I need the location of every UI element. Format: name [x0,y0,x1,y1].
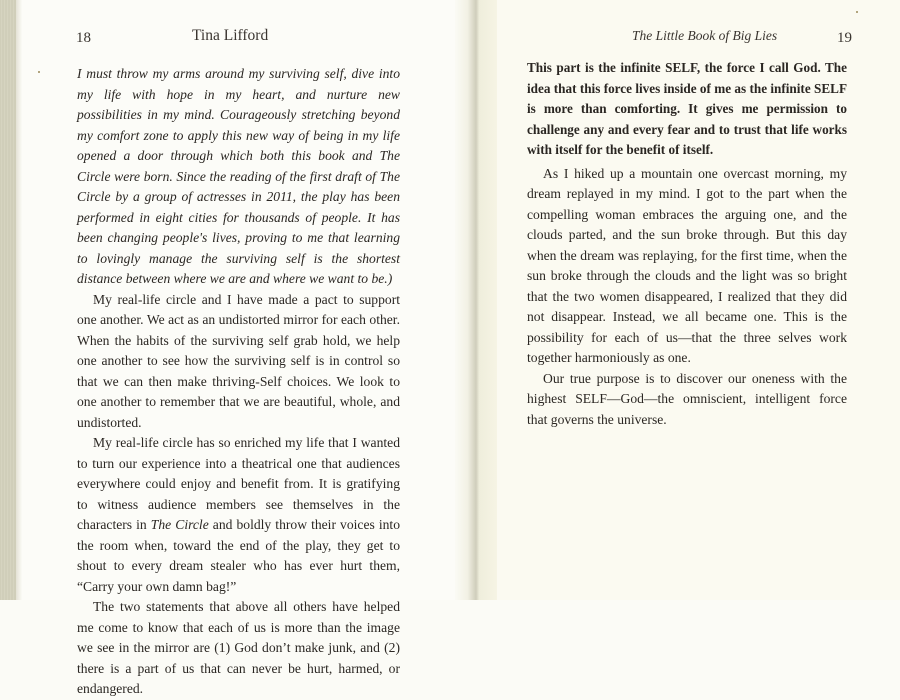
paragraph-text: and boldly throw their voices into the room when, toward the end of the play, they get to shout to every dream stealer who has ever hurt them, “Carry your own damn bag!” [77,517,400,594]
right-running-head: The Little Book of Big Lies [632,28,778,43]
left-page-body [77,64,400,700]
paper-speck [856,11,858,13]
paragraph-italic: I must throw my arms around my surviving self, dive into my life with hope in my heart, and nurture new possibilities in my mind. Courageously stretching beyond my comfort zone to apply this new way of being in my life opened a door through which both this book and The Circle were born. Since the reading of the first draft of The Circle by a group of actresses in 2011, the play has been performed in eight cities for thousands of people. It has been changing people's lives, proving to me that learning to lovingly manage the surviving self is the shortest distance between where we are and where we want to be.) [77,66,400,286]
left-page-number: 18 [76,30,91,46]
paragraph [77,433,400,597]
paper-speck [38,71,40,73]
paragraph: Our true purpose is to discover our oneness with the highest SELF—God—the omniscient, intelligent force that governs the universe. [527,370,847,427]
page-edges [0,0,16,600]
paragraph: As I hiked up a mountain one overcast morning, my dream replayed in my mind. I got to the part when the compelling woman embraces the arguing one, and the clouds parted, and the sun broke through. But this day when the dream was replaying, for the first time, when the sun broke through the clouds and the light was so bright that the two women disappeared, I realized that they did not disappear. Instead, we all became one. This is the possibility for each of us—that the three selves work together harmoniously as one. [527,165,847,365]
paragraph-text: My real-life circle has so enriched my life that I wanted to turn our experience into a theatrical one that audiences everywhere could enjoy and benefit from. It is gratifying to witness audience members see themselves in the characters in [77,435,400,532]
right-page-number: 19 [837,30,852,46]
paragraph: The two statements that above all others have helped me come to know that each of us is more than the image we see in the mirror are (1) God don’t make junk, and (2) there is a part of us that can never be hurt, harmed, or endangered. [77,599,400,696]
book-title: The Circle [150,517,209,532]
right-page-body [527,58,847,430]
paragraph: My real-life circle and I have made a pact to support one another. We act as an undistorted mirror for each other. When the habits of the surviving self grab hold, we help one another to see how the surviving self is in control so that we can then make thriving-Self choices. We look to one another to remember that we are beautiful, whole, and undistorted. [77,291,400,430]
left-running-head: Tina Lifford [192,27,269,44]
book-gutter [455,0,497,600]
paragraph-bold: This part is the infinite SELF, the force I call God. The idea that this force lives inside of me as the infinite SELF is more than comforting. It gives me permission to challenge any and every fear and to trust that life works with itself for the benefit of itself. [527,60,847,157]
